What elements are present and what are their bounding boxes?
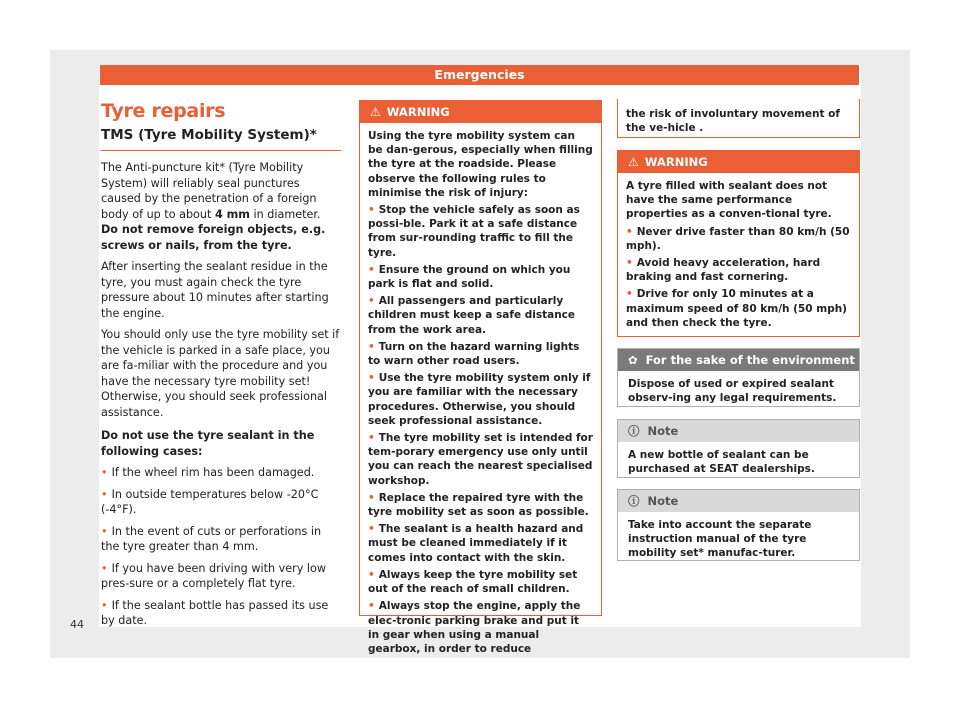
environment-box [617, 348, 860, 407]
list-item: • Ensure the ground on which you park is flat and solid. [368, 263, 593, 291]
page-title: Tyre repairs [101, 100, 226, 122]
info-icon: ⓘ [628, 494, 640, 508]
list-item: • The tyre mobility set is intended for tem-porary emergency use only until you can reach the nearest specialised workshop. [368, 431, 593, 488]
environment-text: Dispose of used or expired sealant observ-ing any legal requirements. [628, 378, 837, 405]
warning-box-performance [617, 150, 860, 337]
main-text-column [101, 100, 341, 629]
list-item: • If the wheel rim has been damaged. [101, 465, 341, 481]
note-text: Take into account the separate instruction manual of the tyre mobility set* manufac-turer. [628, 519, 812, 560]
list-item: • Avoid heavy acceleration, hard braking and fast cornering. [626, 256, 851, 284]
note-header: ⓘ Note [618, 490, 859, 512]
usage-paragraph: You should only use the tyre mobility set if the vehicle is parked in a safe place, you are fa-miliar with the procedure and you have the necessary tyre mobility set! Otherwise, you should seek professional assistance. [101, 328, 340, 419]
list-item: • If you have been driving with very low pres-sure or a completely flat tyre. [101, 561, 341, 592]
list-item: • If the sealant bottle has passed its use by date. [101, 598, 341, 629]
note-box-bottle [617, 419, 860, 478]
list-item: • Turn on the hazard warning lights to warn other road users. [368, 340, 593, 368]
warning-header: ⚠ WARNING [618, 151, 859, 173]
warning-triangle-icon: ⚠ [370, 105, 381, 119]
intro-paragraph: The Anti-puncture kit* (Tyre Mobility System) will reliably seal punctures caused by the penetration of a foreign body of up to about 4 mm in diameter. Do not remove foreign objects, e.g. screws or nails, from the tyre. [101, 161, 326, 252]
info-icon: ⓘ [628, 424, 640, 438]
warning-triangle-icon: ⚠ [628, 155, 639, 169]
warning-intro: A tyre filled with sealant does not have the same performance properties as a conven-tional tyre. [626, 180, 832, 221]
note-header: ⓘ Note [618, 420, 859, 442]
list-item: • Always keep the tyre mobility set out of the reach of small children. [368, 568, 593, 596]
note-text: A new bottle of sealant can be purchased at SEAT dealerships. [628, 449, 815, 476]
warning-continuation-box [617, 99, 860, 138]
warning-header: ⚠ WARNING [360, 101, 601, 123]
list-item: • Replace the repaired tyre with the tyre mobility set as soon as possible. [368, 491, 593, 519]
list-item: • Never drive faster than 80 km/h (50 mph). [626, 225, 851, 253]
cases-heading: Do not use the tyre sealant in the following cases: [101, 429, 315, 458]
section-subtitle: TMS (Tyre Mobility System)* [101, 122, 341, 151]
environment-header: ✿ For the sake of the environment [618, 349, 859, 371]
list-item: • In outside temperatures below -20°C (-4°F). [101, 487, 341, 518]
section-header: Emergencies [100, 65, 859, 85]
warning-continued-text: the risk of involuntary movement of the ve-hicle . [626, 108, 840, 135]
list-item: • Stop the vehicle safely as soon as possi-ble. Park it at a safe distance from sur-rounding traffic to fill the tyre. [368, 203, 593, 260]
list-item: • Always stop the engine, apply the elec-tronic parking brake and put it in gear when using a manual gearbox, in order to reduce [368, 599, 593, 656]
list-item: • The sealant is a health hazard and must be cleaned immediately if it comes into contact with the skin. [368, 522, 593, 565]
pressure-paragraph: After inserting the sealant residue in the tyre, you must again check the tyre pressure about 10 minutes after starting the engine. [101, 260, 329, 320]
list-item: • Use the tyre mobility system only if you are familiar with the necessary procedures. Otherwise, you should seek professional assistance. [368, 371, 593, 428]
warning-intro: Using the tyre mobility system can be dan-gerous, especially when filling the tyre at the roadside. Please observe the following rules to minimise the risk of injury: [368, 130, 593, 199]
list-item: • All passengers and particularly children must keep a safe distance from the work area. [368, 294, 593, 337]
list-item: • Drive for only 10 minutes at a maximum speed of 80 km/h (50 mph) and then check the tyre. [626, 287, 851, 330]
warning-box-sealant-use [359, 100, 602, 655]
list-item: • In the event of cuts or perforations in the tyre greater than 4 mm. [101, 524, 341, 555]
page-number: 44 [70, 618, 84, 631]
leaf-icon: ✿ [628, 353, 638, 367]
note-box-manual [617, 489, 860, 561]
